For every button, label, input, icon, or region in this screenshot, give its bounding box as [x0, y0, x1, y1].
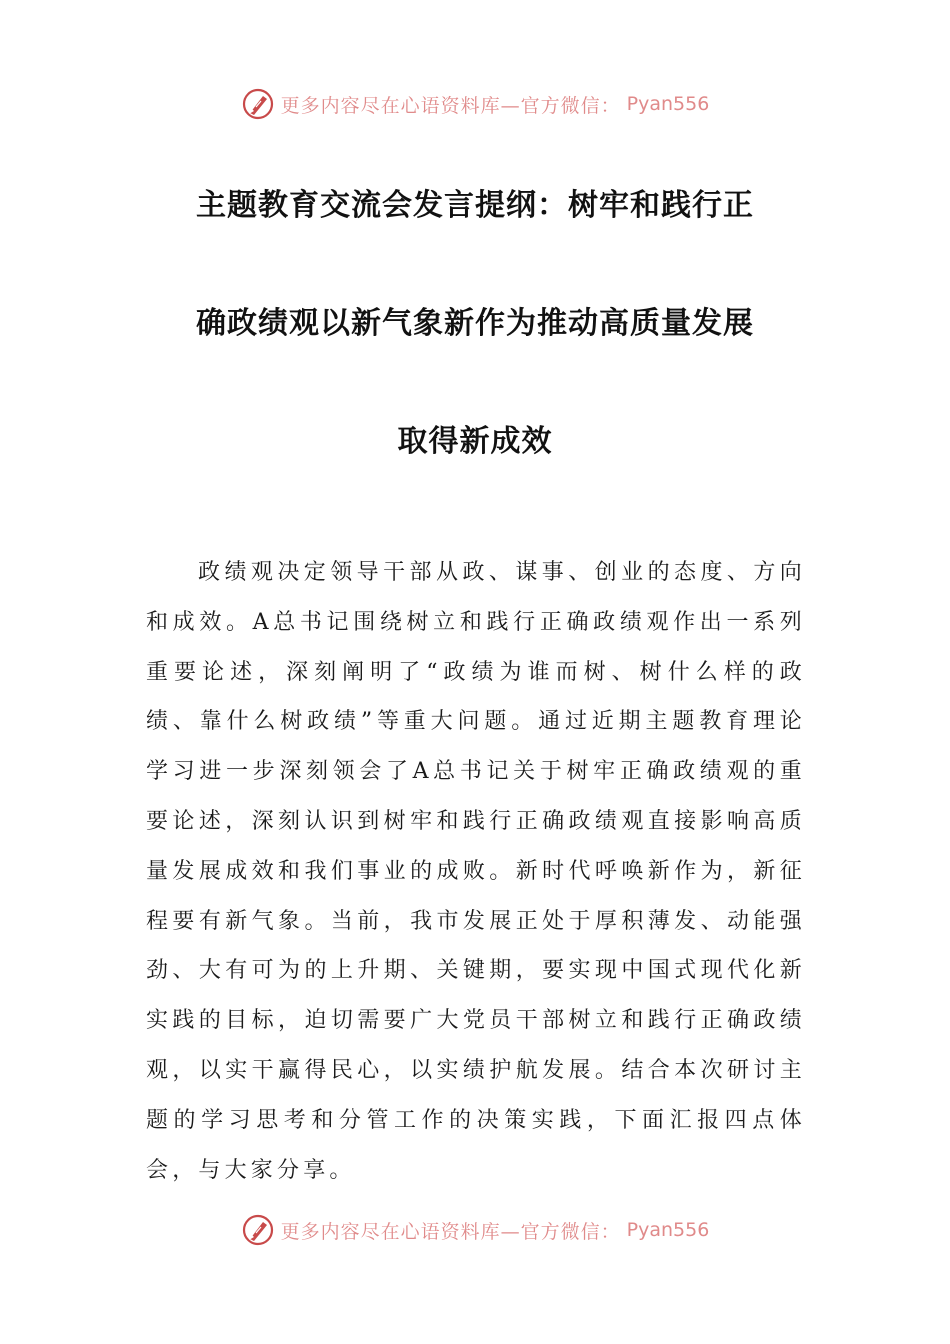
footer-banner [0, 1210, 950, 1250]
pen-nib-logo-icon [241, 87, 275, 121]
wechat-id: Pyan556 [626, 1219, 710, 1241]
banner-text: 更多内容尽在心语资料库—官方微信： [280, 94, 621, 117]
header-banner [0, 84, 950, 124]
body-paragraph: 政绩观决定领导干部从政、谋事、创业的态度、方向和成效。A总书记围绕树立和践行正确政绩观作出一系列重要论述，深刻阐明了“政绩为谁而树、树什么样的政绩、靠什么树政绩”等重大问题。通过近期主题教育理论学习进一步深刻领会了A总书记关于树牢正确政绩观的重要论述，深刻认识到树牢和践行正确政绩观直接影响高质量发展成效和我们事业的成败。新时代呼唤新作为，新征程要有新气象。当前，我市发展正处于厚积薄发、动能强劲、大有可为的上升期、关键期，要实现中国式现代化新实践的目标，迫切需要广大党员干部树立和践行正确政绩观，以实干赢得民心，以实绩护航发展。结合本次研讨主题的学习思考和分管工作的决策实践，下面汇报四点体会，与大家分享。 [146, 560, 806, 1183]
banner-text: 更多内容尽在心语资料库—官方微信： [280, 1220, 621, 1243]
title-line-3: 取得新成效 [397, 424, 553, 459]
pen-nib-logo-icon [241, 1213, 275, 1247]
title-line-1: 主题教育交流会发言提纲：树牢和践行正 [196, 188, 754, 223]
wechat-id: Pyan556 [626, 93, 710, 115]
title-line-2: 确政绩观以新气象新作为推动高质量发展 [196, 306, 754, 341]
